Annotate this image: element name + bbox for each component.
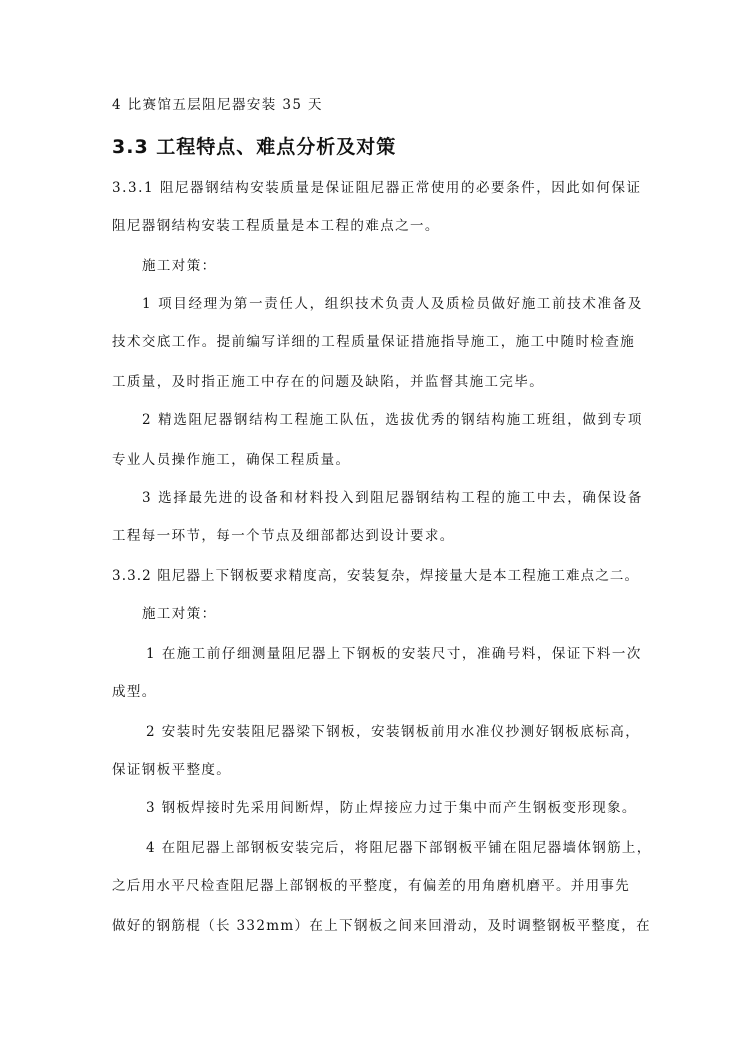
paragraph-line: 1 在施工前仔细测量阻尼器上下钢板的安装尺寸，准确号料，保证下料一次	[146, 646, 642, 662]
paragraph-line: 之后用水平尺检查阻尼器上部钢板的平整度，有偏差的用角磨机磨平。并用事先	[112, 878, 630, 894]
paragraph-line: 3.3.1 阻尼器钢结构安装质量是保证阻尼器正常使用的必要条件，因此如何保证	[112, 180, 642, 196]
paragraph-line: 3.3.2 阻尼器上下钢板要求精度高，安装复杂，焊接量大是本工程施工难点之二。	[112, 568, 640, 584]
paragraph-line: 专业人员操作施工，确保工程质量。	[112, 452, 351, 468]
paragraph-line: 阻尼器钢结构安装工程质量是本工程的难点之一。	[112, 218, 440, 234]
subheading: 施工对策：	[142, 258, 217, 274]
section-heading: 3.3 工程特点、难点分析及对策	[112, 136, 397, 158]
paragraph-line: 2 精选阻尼器钢结构工程施工队伍，选拔优秀的钢结构施工班组，做到专项	[142, 412, 643, 428]
subheading: 施工对策：	[142, 606, 217, 622]
paragraph-line: 3 钢板焊接时先采用间断焊，防止焊接应力过于集中而产生钢板变形现象。	[146, 800, 637, 816]
paragraph-line: 做好的钢筋棍（长 332mm）在上下钢板之间来回滑动，及时调整钢板平整度，在	[112, 918, 651, 934]
paragraph-line: 1 项目经理为第一责任人，组织技术负责人及质检员做好施工前技术准备及	[142, 296, 643, 312]
paragraph-line: 工程每一环节，每一个节点及细部都达到设计要求。	[112, 528, 455, 544]
paragraph-line: 2 安装时先安装阻尼器梁下钢板，安装钢板前用水准仪抄测好钢板底标高，	[146, 724, 641, 740]
paragraph-line: 成型。	[112, 684, 157, 700]
paragraph-line: 4 在阻尼器上部钢板安装完后，将阻尼器下部钢板平铺在阻尼器墙体钢筋上，	[146, 840, 652, 856]
text-line: 4 比赛馆五层阻尼器安装 35 天	[112, 97, 323, 113]
paragraph-line: 保证钢板平整度。	[112, 762, 232, 778]
paragraph-line: 技术交底工作。提前编写详细的工程质量保证措施指导施工，施工中随时检查施	[112, 334, 636, 350]
paragraph-line: 3 选择最先进的设备和材料投入到阻尼器钢结构工程的施工中去，确保设备	[142, 490, 643, 506]
paragraph-line: 工质量，及时指正施工中存在的问题及缺陷，并监督其施工完毕。	[112, 374, 545, 390]
